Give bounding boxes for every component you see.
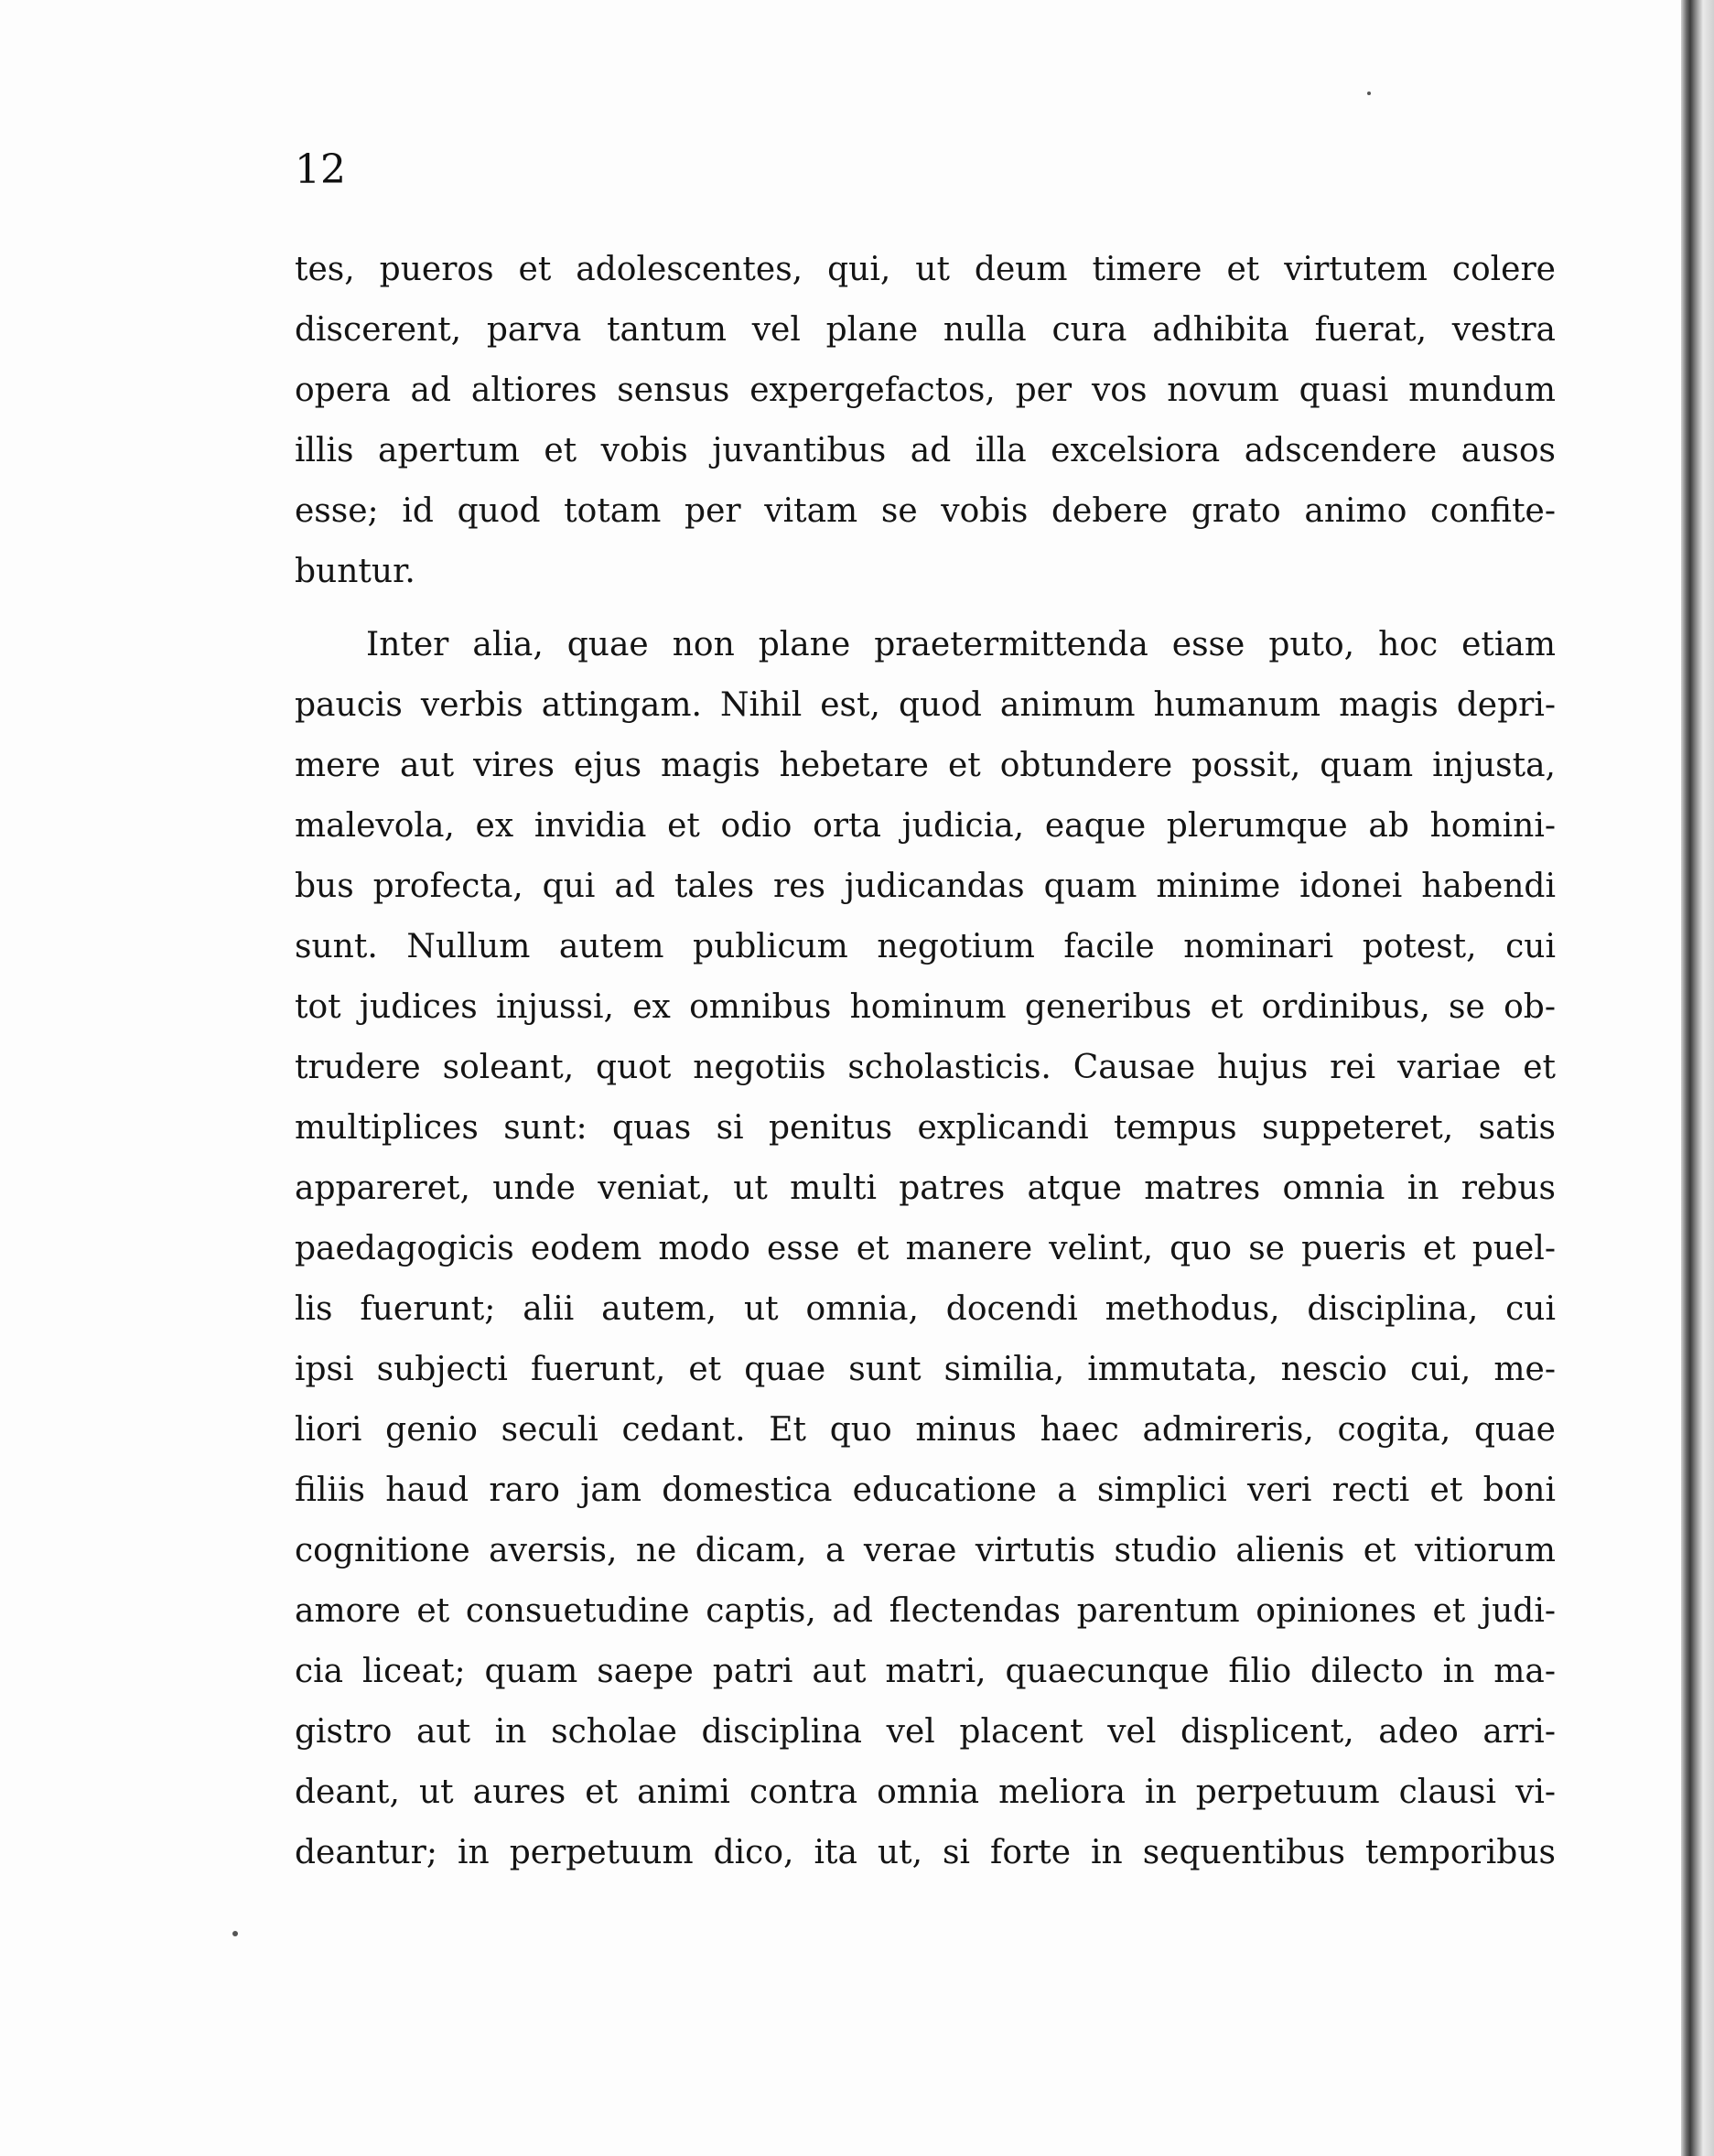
text-line: buntur. (295, 553, 415, 590)
paragraph-1 (295, 240, 1556, 602)
text-line: liori genio seculi cedant. Et quo minus haec admireris, cogita, quae (295, 1411, 1556, 1449)
text-line: appareret, unde veniat, ut multi patres atque matres omnia in rebus (295, 1170, 1556, 1207)
text-line: paedagogicis eodem modo esse et manere velint, quo se pueris et puel- (295, 1230, 1556, 1267)
text-line: deant, ut aures et animi contra omnia meliora in perpetuum clausi vi- (295, 1773, 1556, 1811)
text-line: lis fuerunt; alii autem, ut omnia, docendi methodus, disciplina, cui (295, 1290, 1556, 1328)
text-line: esse; id quod totam per vitam se vobis debere grato animo confite- (295, 492, 1556, 530)
text-line: cia liceat; quam saepe patri aut matri, quaecunque filio dilecto in ma- (295, 1653, 1556, 1690)
body-text (295, 240, 1556, 1883)
text-line: cognitione aversis, ne dicam, a verae virtutis studio alienis et vitiorum (295, 1532, 1556, 1569)
text-line: malevola, ex invidia et odio orta judicia, eaque plerumque ab homini- (295, 807, 1556, 845)
text-line: opera ad altiores sensus expergefactos, per vos novum quasi mundum (295, 372, 1556, 409)
text-line: Inter alia, quae non plane praetermittenda esse puto, hoc etiam (366, 626, 1556, 663)
text-line: mere aut vires ejus magis hebetare et obtundere possit, quam injusta, (295, 747, 1556, 784)
text-line: filiis haud raro jam domestica educatione a simplici veri recti et boni (295, 1471, 1556, 1509)
text-line: illis apertum et vobis juvantibus ad illa excelsiora adscendere ausos (295, 432, 1556, 469)
text-line: tot judices injussi, ex omnibus hominum generibus et ordinibus, se ob- (295, 988, 1556, 1026)
text-line: trudere soleant, quot negotiis scholasticis. Causae hujus rei variae et (295, 1049, 1556, 1086)
paper-speck (1367, 92, 1371, 95)
text-line: paucis verbis attingam. Nihil est, quod animum humanum magis depri- (295, 686, 1556, 724)
page-binding-edge (1681, 0, 1714, 2156)
text-line: sunt. Nullum autem publicum negotium facile nominari potest, cui (295, 928, 1556, 965)
text-line: multiplices sunt: quas si penitus explicandi tempus suppeteret, satis (295, 1109, 1556, 1147)
paragraph-2 (295, 615, 1556, 1883)
text-line: discerent, parva tantum vel plane nulla cura adhibita fuerat, vestra (295, 311, 1556, 349)
text-line: ipsi subjecti fuerunt, et quae sunt similia, immutata, nescio cui, me- (295, 1351, 1556, 1388)
page-number: 12 (295, 146, 346, 193)
text-line: bus profecta, qui ad tales res judicandas quam minime idonei habendi (295, 868, 1556, 905)
text-line: deantur; in perpetuum dico, ita ut, si forte in sequentibus temporibus (295, 1834, 1556, 1871)
paper-speck (232, 1931, 238, 1936)
text-line: tes, pueros et adolescentes, qui, ut deum timere et virtutem colere (295, 251, 1556, 288)
text-line: amore et consuetudine captis, ad flectendas parentum opiniones et judi- (295, 1592, 1556, 1630)
text-line: gistro aut in scholae disciplina vel placent vel displicent, adeo arri- (295, 1713, 1556, 1751)
